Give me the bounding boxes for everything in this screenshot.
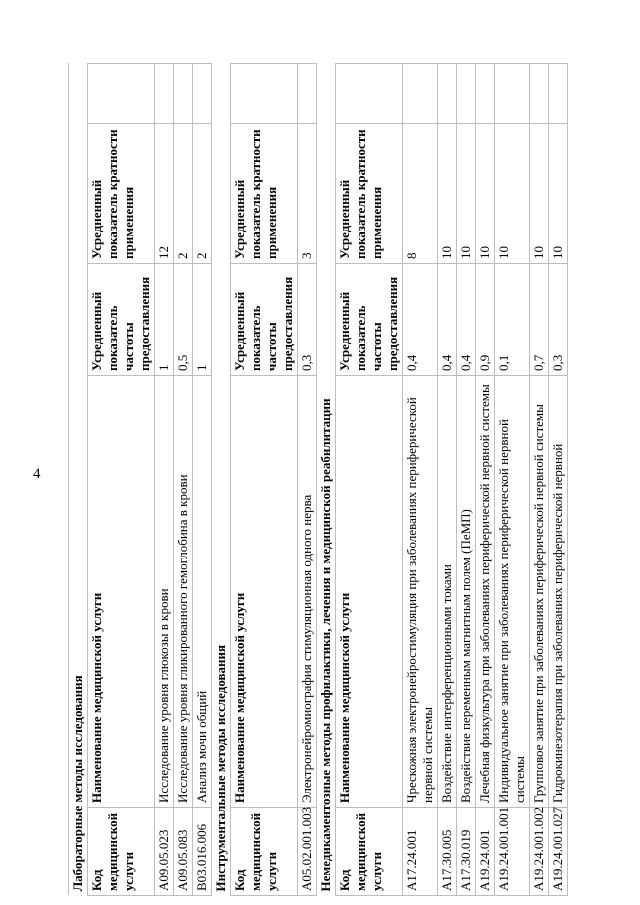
empty-cell bbox=[438, 63, 457, 123]
header-frequency: Усредненный показатель частоты предоставления bbox=[88, 264, 155, 376]
frequency-value: 0,5 bbox=[174, 264, 193, 376]
empty-cell bbox=[549, 63, 568, 123]
section-title: Немедикаментозные методы профилактики, лечения и медицинской реабилитации bbox=[317, 63, 336, 895]
section-row bbox=[317, 63, 336, 895]
empty-cell bbox=[530, 63, 549, 123]
frequency-value: 0,4 bbox=[438, 264, 457, 376]
multiplicity-value: 8 bbox=[403, 124, 438, 264]
service-name: Гидрокинезотерапия при заболеваниях периферической нервной bbox=[549, 376, 568, 808]
header-name: Наименование медицинской услуги bbox=[336, 376, 403, 808]
frequency-value: 1 bbox=[155, 264, 174, 376]
table-row bbox=[174, 63, 193, 895]
frequency-value: 1 bbox=[193, 264, 212, 376]
table-row bbox=[438, 63, 457, 895]
empty-cell bbox=[476, 63, 495, 123]
service-name: Воздействие переменным магнитным полем (ПеМП) bbox=[457, 376, 476, 808]
service-code: A19.24.001.027 bbox=[549, 808, 568, 896]
service-name: Лечебная физкультура при заболеваниях периферической нервной системы bbox=[476, 376, 495, 808]
service-code: A17.24.001 bbox=[403, 808, 438, 896]
multiplicity-value: 10 bbox=[495, 124, 530, 264]
header-name: Наименование медицинской услуги bbox=[231, 376, 298, 808]
multiplicity-value: 10 bbox=[457, 124, 476, 264]
service-name: Анализ мочи общий bbox=[193, 376, 212, 808]
header-multiplicity: Усредненный показатель кратности применения bbox=[336, 124, 403, 264]
service-code: A09.05.023 bbox=[155, 808, 174, 896]
services-table bbox=[68, 63, 568, 896]
empty-cell bbox=[88, 63, 155, 123]
service-name: Чрескожная электронейростимуляция при заболеваниях периферической нервной системы bbox=[403, 376, 438, 808]
rotated-page bbox=[68, 64, 628, 896]
section-title: Инструментальные методы исследования bbox=[212, 63, 231, 895]
multiplicity-value: 2 bbox=[174, 124, 193, 264]
table-row bbox=[530, 63, 549, 895]
header-multiplicity: Усредненный показатель кратности применения bbox=[88, 124, 155, 264]
service-code: A19.24.001.002 bbox=[530, 808, 549, 896]
multiplicity-value: 12 bbox=[155, 124, 174, 264]
frequency-value: 0,4 bbox=[403, 264, 438, 376]
table-row bbox=[476, 63, 495, 895]
frequency-value: 0,1 bbox=[495, 264, 530, 376]
header-frequency: Усредненный показатель частоты предоставления bbox=[336, 264, 403, 376]
header-multiplicity: Усредненный показатель кратности применения bbox=[231, 124, 298, 264]
service-name: Электронейромиография стимуляционная одного нерва bbox=[298, 376, 317, 808]
service-code: A17.30.005 bbox=[438, 808, 457, 896]
service-name: Исследование уровня гликированного гемоглобина в крови bbox=[174, 376, 193, 808]
header-row bbox=[88, 63, 155, 895]
frequency-value: 0,4 bbox=[457, 264, 476, 376]
multiplicity-value: 10 bbox=[549, 124, 568, 264]
multiplicity-value: 10 bbox=[438, 124, 457, 264]
service-name: Групповое занятие при заболеваниях периферической нервной системы bbox=[530, 376, 549, 808]
service-code: A19.24.001 bbox=[476, 808, 495, 896]
empty-cell bbox=[193, 63, 212, 123]
empty-cell bbox=[155, 63, 174, 123]
header-name: Наименование медицинской услуги bbox=[88, 376, 155, 808]
multiplicity-value: 10 bbox=[476, 124, 495, 264]
empty-cell bbox=[174, 63, 193, 123]
service-name: Воздействие интерференционными токами bbox=[438, 376, 457, 808]
header-code: Код медицинской услуги bbox=[88, 808, 155, 896]
service-code: A17.30.019 bbox=[457, 808, 476, 896]
section-title: Лабораторные методы исследования bbox=[69, 63, 88, 895]
service-code: A05.02.001.003 bbox=[298, 808, 317, 896]
frequency-value: 0,7 bbox=[530, 264, 549, 376]
header-row bbox=[336, 63, 403, 895]
table-row bbox=[193, 63, 212, 895]
table-row bbox=[155, 63, 174, 895]
empty-cell bbox=[457, 63, 476, 123]
service-code: B03.016.006 bbox=[193, 808, 212, 896]
multiplicity-value: 2 bbox=[193, 124, 212, 264]
empty-cell bbox=[495, 63, 530, 123]
table-row bbox=[549, 63, 568, 895]
header-code: Код медицинской услуги bbox=[231, 808, 298, 896]
empty-cell bbox=[403, 63, 438, 123]
frequency-value: 0,9 bbox=[476, 264, 495, 376]
table-row bbox=[495, 63, 530, 895]
table-row bbox=[457, 63, 476, 895]
service-name: Исследование уровня глюкозы в крови bbox=[155, 376, 174, 808]
service-code: A19.24.001.001 bbox=[495, 808, 530, 896]
header-row bbox=[231, 63, 298, 895]
multiplicity-value: 3 bbox=[298, 124, 317, 264]
header-frequency: Усредненный показатель частоты предоставления bbox=[231, 264, 298, 376]
header-code: Код медицинской услуги bbox=[336, 808, 403, 896]
empty-cell bbox=[298, 63, 317, 123]
page-number: 4 bbox=[33, 466, 41, 482]
section-row bbox=[212, 63, 231, 895]
service-code: A09.05.083 bbox=[174, 808, 193, 896]
section-row bbox=[69, 63, 88, 895]
empty-cell bbox=[231, 63, 298, 123]
frequency-value: 0,3 bbox=[298, 264, 317, 376]
multiplicity-value: 10 bbox=[530, 124, 549, 264]
table-row bbox=[403, 63, 438, 895]
table-row bbox=[298, 63, 317, 895]
frequency-value: 0,3 bbox=[549, 264, 568, 376]
empty-cell bbox=[336, 63, 403, 123]
service-name: Индивидуальное занятие при заболеваниях периферической нервной системы bbox=[495, 376, 530, 808]
